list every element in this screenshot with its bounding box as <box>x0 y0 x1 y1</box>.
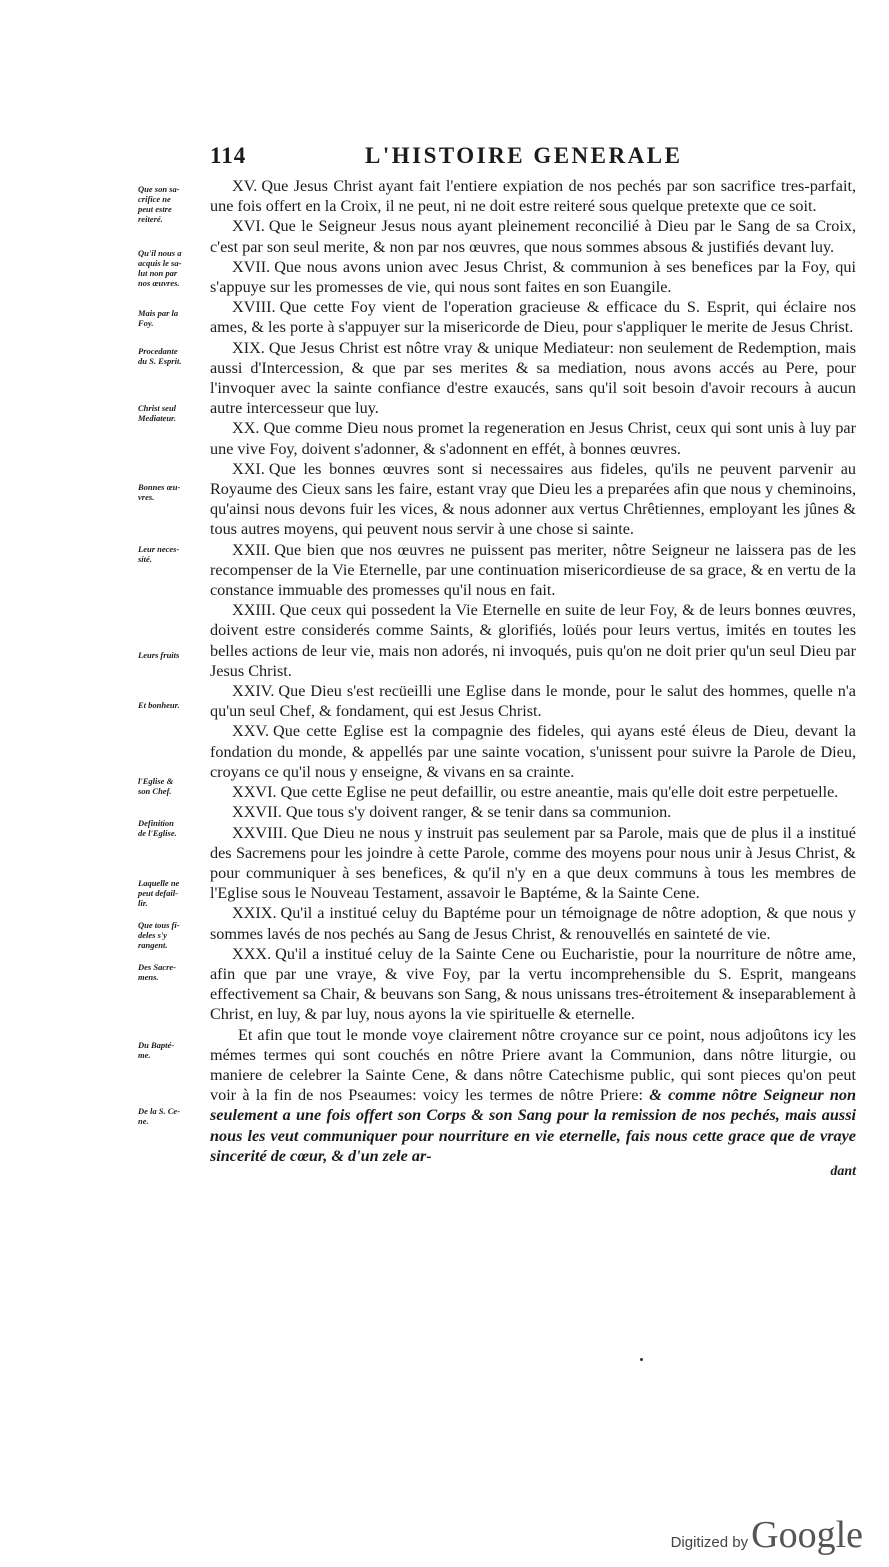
article-text: Que Dieu s'est recüeilli une Eglise dans le monde, pour le salut des hommes, quelle n'a qu'un seul Chef, & fondament, qui est Jesus Christ. <box>210 682 856 721</box>
article-number: XXI. <box>232 459 265 478</box>
article-text: Que Dieu ne nous y instruit pas seulement par sa Parole, mais que de plus il a institué des Sacremens pour les joindre à cette Parole, comme des moyens pour nous unir à Jesus Christ, & pour communiquer à ses benefices, & qu'il n'y en a que deux communs à tous les membres de l'Eglise sous le Nouveau Testament, assavoir le Baptéme, & la Sainte Cene. <box>210 823 856 903</box>
margin-note: Bonnes œu- vres. <box>138 482 181 502</box>
article-number: XXX. <box>232 944 272 963</box>
margin-note: Leurs fruits <box>138 650 180 660</box>
article-text: Que le Seigneur Jesus nous ayant pleinement reconcilié à Dieu par le Sang de sa Croix, c'est par son seul merite, & non par nos œuvres, que nous sommes absous & justifiés devant luy. <box>210 217 856 256</box>
google-logo: Google <box>751 1514 863 1556</box>
article-paragraph <box>210 600 856 681</box>
article-text: Que cette Eglise est la compagnie des fideles, qui ayans esté éleus de Dieu, devant la fondation du monde, & appellés par une sainte vocation, s'unissent pour suivre la Parole de Dieu, croyans ce qu'il nous y enseigne, & vivans en sa crainte. <box>210 722 856 781</box>
article-text: Que bien que nos œuvres ne puissent pas meriter, nôtre Seigneur ne laissera pas de les recompenser de la Vie Eternelle, par une continuation misericordieuse de sa grace, & en vertu de la constance immuable des promesses qu'il nous en fait. <box>210 540 856 600</box>
page-speck <box>640 1358 643 1361</box>
margin-note: Leur neces- sité. <box>138 544 180 564</box>
margin-note: Christ seul Mediateur. <box>138 403 177 423</box>
article-number: XXVI. <box>232 783 277 802</box>
body-text <box>210 176 856 1180</box>
article-text: Que cette Foy vient de l'operation gracieuse & efficace du S. Esprit, qui éclaire nos ames, & les porte à s'appuyer sur la misericorde de Dieu, pour s'appliquer le merite de Jesus Christ. <box>210 298 856 337</box>
article-paragraph <box>210 459 856 540</box>
article-text: Qu'il a institué celuy du Baptéme pour un témoignage de nôtre adoption, & que nous y sommes lavés de nos pechés au Sang de Jesus Christ, & renouvellés en sainteté de vie. <box>210 904 856 943</box>
article-paragraph <box>210 418 856 458</box>
article-number: XXII. <box>232 540 271 559</box>
digitized-by-watermark <box>671 1513 863 1557</box>
article-text: Que ceux qui possedent la Vie Eternelle en suite de leur Foy, & de leurs bonnes œuvres, doivent estre considerés comme Saints, & glorifiés, loüés pour leurs vertus, imités en toutes les belles actions de leur vie, mais non adorés, ni invoqués, puis qu'on ne doit prier qu'un seul Dieu par Jesus Christ. <box>210 601 856 680</box>
article-text: Qu'il a institué celuy de la Sainte Cene ou Eucharistie, pour la nourriture de nôtre ame, afin que par une vraye, & vive Foy, par la vertu incomprehensible du S. Esprit, mangeans effectivement sa Chair, & beuvans son Sang, & nous unissans tres-étroitement & inseparablement à Christ, en luy, & par luy, nous ayons la vie spirituelle & eternelle. <box>210 944 856 1024</box>
prayer-quote: & comme nôtre Seigneur non seulement a une fois offert son Corps & son Sang pour la remission de nos pechés, mais aussi nous les veut communiquer pour nourriture en vie eternelle, fais nous cette grace que de vraye sincerité de cœur, & d'un zele ar- <box>210 1086 857 1165</box>
article-paragraph <box>210 216 856 256</box>
article-text: Que Jesus Christ est nôtre vray & unique Mediateur: non seulement de Redemption, mais aussi d'Intercession, & que par ses merites & sa mediation, nous avons accés au Pere, pour l'invoquer avec la sainte confiance d'estre exaucés, sans qu'il soit besoin d'avoir recours à aucun autre intercesseur que luy. <box>210 338 856 418</box>
article-number: XXV. <box>232 722 270 741</box>
article-number: XX. <box>232 419 260 438</box>
margin-note: Des Sacre- mens. <box>138 962 177 982</box>
article-text: Que Jesus Christ ayant fait l'entiere expiation de nos pechés par son sacrifice tres-parfait, une fois offert en la Croix, il ne peut, ni ne doit estre reiteré sous quelque pretexte que ce soit. <box>210 177 856 216</box>
article-text: Que nous avons union avec Jesus Christ, & communion à ses benefices par la Foy, qui s'appuye sur les promesses de vie, qui nous sont faites en son Euangile. <box>210 257 856 297</box>
article-number: XVIII. <box>232 298 276 317</box>
article-paragraph <box>210 782 856 802</box>
margin-note: Procedante du S. Esprit. <box>138 346 182 366</box>
article-number: XXVIII. <box>232 823 288 842</box>
article-number: XXIV. <box>232 682 275 701</box>
article-paragraph <box>210 721 856 782</box>
article-number: XVII. <box>232 257 271 276</box>
article-paragraph <box>210 903 856 943</box>
margin-note: Laquelle ne peut defail- lir. <box>138 878 180 908</box>
article-text: Que comme Dieu nous promet la regeneration en Jesus Christ, ceux qui sont unis à luy par une vive Foy, doivent s'adonner, & s'adonnent en effét, à bonnes œuvres. <box>210 419 856 458</box>
article-text: Que les bonnes œuvres sont si necessaires aus fideles, qu'ils ne peuvent parvenir au Royaume des Cieux sans les faire, estant vray que Dieu les a preparées afin que nous y cheminoins, qu'ainsi nous devons fuir les vices, & nous adonner aux vertus Chrêtiennes, employant les jûnes & tous autres moyens, qui peuvent nous servir à une chose si sainte. <box>210 459 856 539</box>
article-number: XVI. <box>232 217 265 236</box>
margin-note: Mais par la Foy. <box>138 308 179 328</box>
article-number: XXVII. <box>232 803 282 822</box>
margin-note: De la S. Ce- ne. <box>138 1106 181 1126</box>
article-paragraph <box>210 176 856 216</box>
article-paragraph <box>210 681 856 721</box>
margin-note: Du Bapté- me. <box>138 1040 175 1060</box>
margin-note: Definition de l'Eglise. <box>138 818 177 838</box>
article-number: XIX. <box>232 338 265 357</box>
catchword: dant <box>830 1163 856 1179</box>
article-paragraph <box>210 297 856 337</box>
article-paragraph <box>210 802 856 822</box>
page-number: 114 <box>210 143 247 168</box>
article-paragraph <box>210 257 856 297</box>
article-number: XXIII. <box>232 601 276 620</box>
closing-text: Et afin que tout le monde voye clairement nôtre croyance sur ce point, nous adjoûtons icy les mémes termes qui sont couchés en nôtre Priere avant la Communion, dans nôtre liturgie, ou maniere de celebrer la Sainte Cene, & dans nôtre Catechisme public, qui sont pieces qu'on peut voir à la fin de nos Pseaumes: voicy les termes de nôtre Priere: <box>210 1025 856 1105</box>
margin-note: Que tous fi- deles s'y rangent. <box>138 920 180 950</box>
margin-note: Que son sa- crifice ne peut estre reiteré. <box>138 184 180 224</box>
article-paragraph <box>210 823 856 904</box>
margin-note: l'Eglise & son Chef. <box>138 776 174 796</box>
margin-note: Qu'il nous a acquis le sa- lut non par nos œuvres. <box>138 248 182 288</box>
closing-paragraph <box>210 1025 856 1166</box>
article-paragraph <box>210 540 856 601</box>
page-header <box>210 143 860 173</box>
running-title: L'HISTOIRE GENERALE <box>365 143 683 168</box>
article-text: Que cette Eglise ne peut defaillir, ou estre aneantie, mais qu'elle doit estre perpetuelle. <box>280 783 839 802</box>
article-paragraph <box>210 338 856 419</box>
article-number: XV. <box>232 177 258 195</box>
article-number: XXIX. <box>232 904 277 923</box>
margin-note: Et bonheur. <box>138 700 180 710</box>
article-text: Que tous s'y doivent ranger, & se tenir dans sa communion. <box>285 803 672 822</box>
digitized-label: Digitized by <box>670 1534 749 1551</box>
article-paragraph <box>210 944 856 1025</box>
